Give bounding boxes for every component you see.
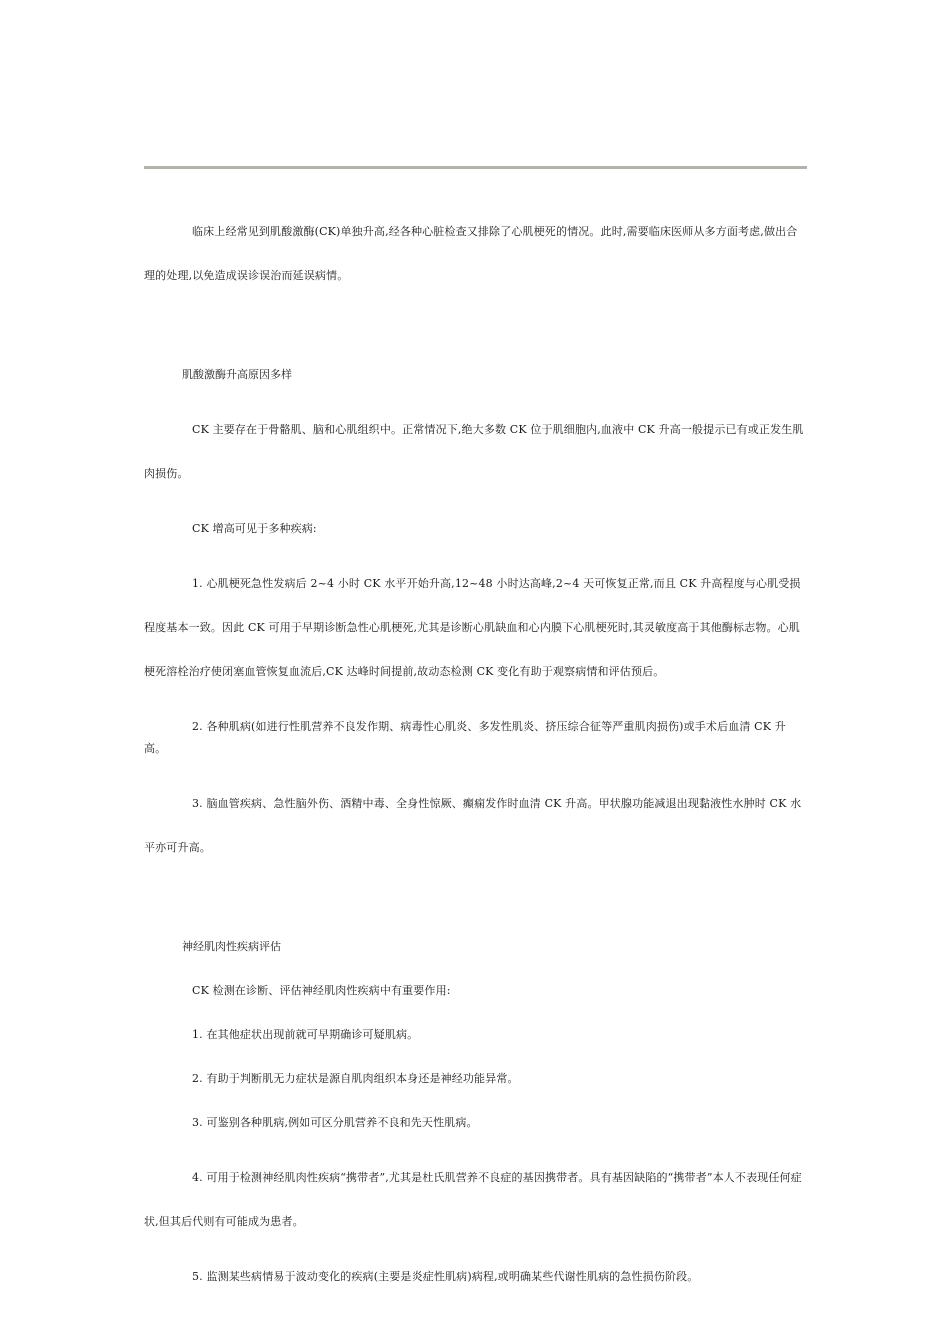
- list-item-cerebrovascular: 3. 脑血管疾病、急性脑外伤、酒精中毒、全身性惊厥、癫痫发作时血清 CK 升高。甲状腺功能减退出现黏液性水肿时 CK 水平亦可升高。: [144, 797, 802, 854]
- section-heading-neuromuscular: 神经肌肉性疾病评估: [182, 940, 281, 953]
- list-item-carriers: 4. 可用于检测神经肌肉性疾病“携带者”,尤其是杜氏肌营养不良症的基因携带者。具有基因缺陷的“携带者”本人不表现任何症状,但其后代则有可能成为患者。: [144, 1171, 802, 1228]
- document-body: [144, 210, 807, 1288]
- paragraph-ck-diseases: CK 增高可见于多种疾病:: [192, 522, 317, 535]
- intro-paragraph: 临床上经常见到肌酸激酶(CK)单独升高,经各种心脏检查又排除了心肌梗死的情况。此时,需要临床医师从多方面考虑,做出合理的处理,以免造成误诊误治而延误病情。: [144, 225, 798, 282]
- list-item-myocardial-infarction: 1. 心肌梗死急性发病后 2~4 小时 CK 水平开始升高,12~48 小时达高峰,2~4 天可恢复正常,而且 CK 升高程度与心肌受损程度基本一致。因此 CK 可用于早期诊断急性心肌梗死,尤其是诊断心肌缺血和心内膜下心肌梗死时,其灵敏度高于其他酶标志物。心肌梗死溶栓治疗使闭塞血管恢复血流后,CK 达峰时间提前,故动态检测 CK 变化有助于观察病情和评估预后。: [144, 577, 801, 678]
- list-item-early-diagnosis: 1. 在其他症状出现前就可早期确诊可疑肌病。: [192, 1028, 419, 1041]
- paragraph-ck-role: CK 检测在诊断、评估神经肌肉性疾病中有重要作用:: [192, 984, 451, 997]
- paragraph-ck-location: CK 主要存在于骨骼肌、脑和心肌组织中。正常情况下,绝大多数 CK 位于肌细胞内,血液中 CK 升高一般提示已有或正发生肌肉损伤。: [144, 423, 804, 480]
- list-item-monitoring: 5. 监测某些病情易于波动变化的疾病(主要是炎症性肌病)病程,或明确某些代谢性肌病的急性损伤阶段。: [192, 1270, 699, 1283]
- list-item-myopathies: 2. 各种肌病(如进行性肌营养不良发作期、病毒性心肌炎、多发性肌炎、挤压综合征等严重肌肉损伤)或手术后血清 CK 升高。: [144, 720, 786, 755]
- list-item-weakness-origin: 2. 有助于判断肌无力症状是源自肌肉组织本身还是神经功能异常。: [192, 1072, 519, 1085]
- list-item-differentiate-myopathies: 3. 可鉴别各种肌病,例如可区分肌营养不良和先天性肌病。: [192, 1116, 478, 1129]
- header-rule: [144, 166, 807, 169]
- section-heading-ck-causes: 肌酸激酶升高原因多样: [182, 368, 292, 381]
